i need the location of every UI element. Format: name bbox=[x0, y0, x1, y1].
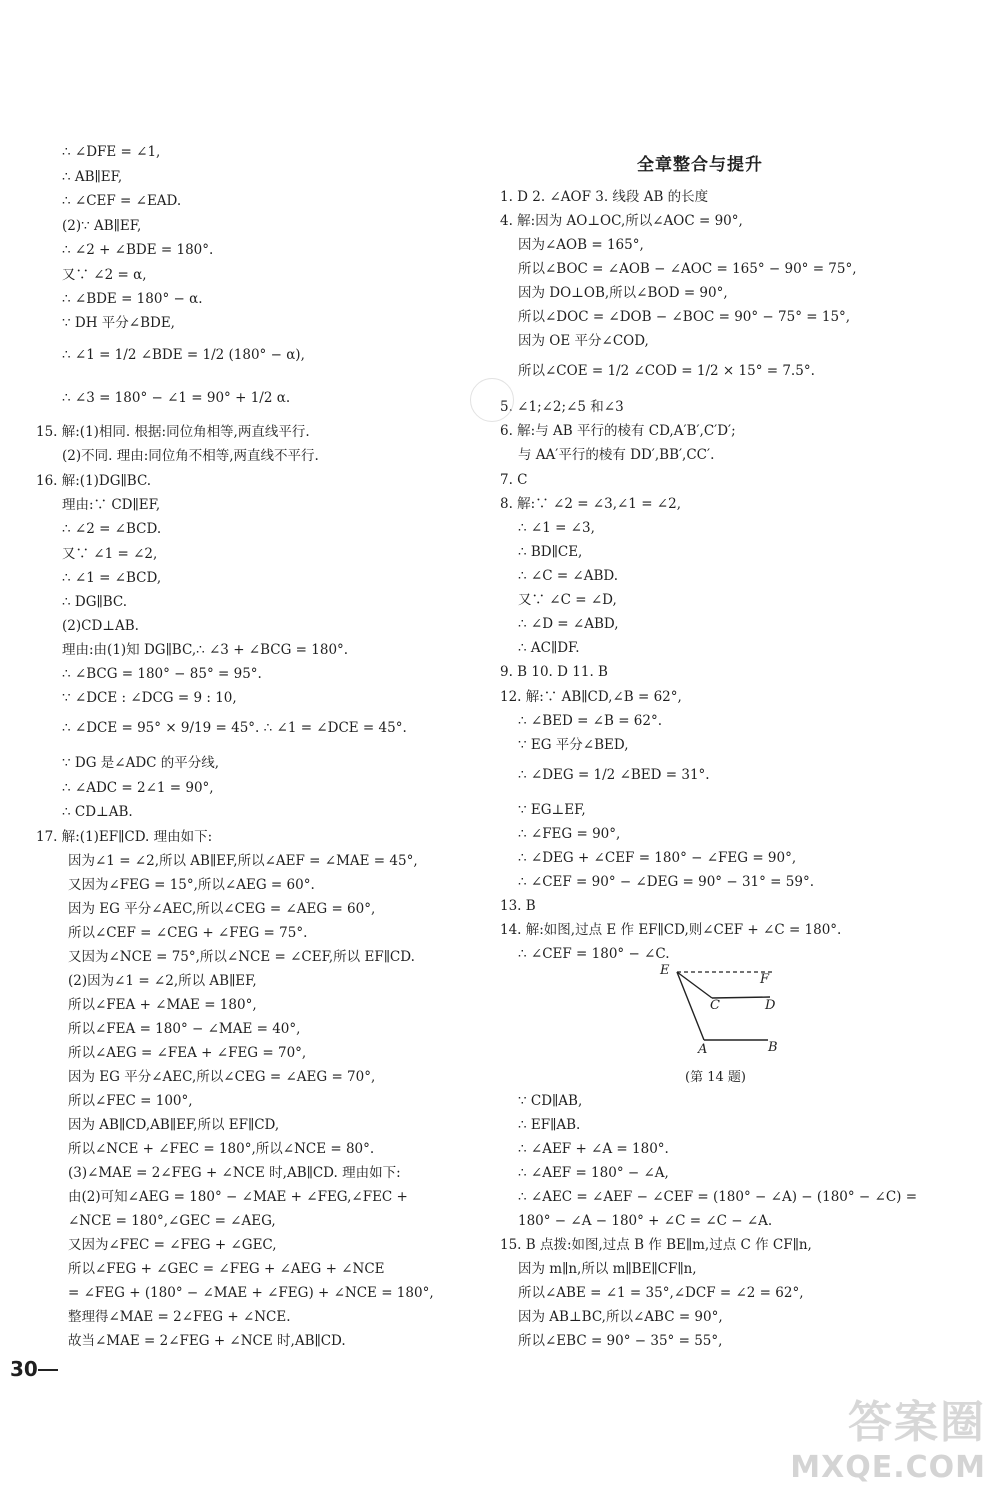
left-line: ∠NCE = 180°,∠GEC = ∠AEG, bbox=[68, 1213, 276, 1229]
left-line: 所以∠AEG = ∠FEA + ∠FEG = 70°, bbox=[68, 1045, 307, 1061]
right-line: 因为∠AOB = 165°, bbox=[518, 237, 644, 253]
left-line: 又因为∠NCE = 75°,所以∠NCE = ∠CEF,所以 EF∥CD. bbox=[68, 949, 415, 965]
right-line: ∴ ∠DEG + ∠CEF = 180° − ∠FEG = 90°, bbox=[518, 850, 797, 866]
left-line: ∴ ∠1 = ∠BCD, bbox=[62, 570, 162, 586]
page-number-rule bbox=[38, 1369, 58, 1371]
left-line: ∴ CD⊥AB. bbox=[62, 804, 133, 820]
left-line: 因为∠1 = ∠2,所以 AB∥EF,所以∠AEF = ∠MAE = 45°, bbox=[68, 853, 418, 869]
left-line: 又∵ ∠2 = α, bbox=[62, 267, 147, 283]
right-line: 所以∠EBC = 90° − 35° = 55°, bbox=[518, 1333, 723, 1349]
figure-caption: (第 14 题) bbox=[685, 1070, 746, 1085]
right-line: 因为 m∥n,所以 m∥BE∥CF∥n, bbox=[518, 1261, 697, 1277]
right-line: ∴ ∠FEG = 90°, bbox=[518, 826, 621, 842]
left-line: 所以∠FEG + ∠GEC = ∠FEG + ∠AEG + ∠NCE bbox=[68, 1261, 385, 1277]
seal-stamp bbox=[470, 378, 514, 422]
left-line: ∴ DG∥BC. bbox=[62, 594, 128, 610]
right-line: ∴ EF∥AB. bbox=[518, 1117, 581, 1133]
right-line: 9. B 10. D 11. B bbox=[500, 664, 608, 680]
right-line: ∵ EG⊥EF, bbox=[518, 802, 586, 818]
right-line: 与 AA′平行的棱有 DD′,BB′,CC′. bbox=[518, 447, 715, 463]
left-line: 所以∠FEC = 100°, bbox=[68, 1093, 193, 1109]
left-line: 又∵ ∠1 = ∠2, bbox=[62, 546, 158, 562]
left-line: ∵ DG 是∠ADC 的平分线, bbox=[62, 755, 220, 771]
right-line: 12. 解:∵ AB∥CD,∠B = 62°, bbox=[500, 689, 682, 705]
right-line: 所以∠DOC = ∠DOB − ∠BOC = 90° − 75° = 15°, bbox=[518, 309, 851, 325]
left-line: (2)∵ AB∥EF, bbox=[62, 218, 142, 234]
right-line: 15. B 点拨:如图,过点 B 作 BE∥m,过点 C 作 CF∥n, bbox=[500, 1237, 812, 1253]
left-line: ∴ ∠BCG = 180° − 85° = 95°. bbox=[62, 666, 262, 682]
right-line: 180° − ∠A − 180° + ∠C = ∠C − ∠A. bbox=[518, 1213, 773, 1229]
right-line: ∴ ∠CEF = 90° − ∠DEG = 90° − 31° = 59°. bbox=[518, 874, 814, 890]
left-line: ∴ ∠DFE = ∠1, bbox=[62, 144, 161, 160]
right-line: ∴ ∠AEC = ∠AEF − ∠CEF = (180° − ∠A) − (180° − ∠C) = bbox=[518, 1189, 918, 1205]
right-line: ∴ ∠DEG = 1/2 ∠BED = 31°. bbox=[518, 767, 710, 783]
right-line: ∴ ∠AEF = 180° − ∠A, bbox=[518, 1165, 669, 1181]
left-line: ∴ ∠DCE = 95° × 9/19 = 45°. ∴ ∠1 = ∠DCE = 45°. bbox=[62, 720, 407, 736]
page-number: 30 bbox=[10, 1357, 38, 1381]
fig-label-d: D bbox=[765, 998, 776, 1013]
left-line: 因为 EG 平分∠AEC,所以∠CEG = ∠AEG = 70°, bbox=[68, 1069, 376, 1085]
right-line: 所以∠COE = 1/2 ∠COD = 1/2 × 15° = 7.5°. bbox=[518, 363, 815, 379]
right-line: ∴ BD∥CE, bbox=[518, 544, 583, 560]
left-line: 理由:∵ CD∥EF, bbox=[62, 497, 161, 513]
left-line: 16. 解:(1)DG∥BC. bbox=[36, 473, 152, 489]
right-line: 所以∠ABE = ∠1 = 35°,∠DCF = ∠2 = 62°, bbox=[518, 1285, 804, 1301]
right-line: 所以∠BOC = ∠AOB − ∠AOC = 165° − 90° = 75°, bbox=[518, 261, 857, 277]
right-line: 1. D 2. ∠AOF 3. 线段 AB 的长度 bbox=[500, 189, 709, 205]
left-line: ∴ ∠ADC = 2∠1 = 90°, bbox=[62, 780, 214, 796]
right-line: 因为 DO⊥OB,所以∠BOD = 90°, bbox=[518, 285, 728, 301]
right-line: 因为 OE 平分∠COD, bbox=[518, 333, 649, 349]
fig-label-e: E bbox=[660, 963, 670, 978]
fig-label-c: C bbox=[710, 998, 720, 1013]
left-line: 因为 EG 平分∠AEC,所以∠CEG = ∠AEG = 60°, bbox=[68, 901, 376, 917]
left-line: (2)CD⊥AB. bbox=[62, 618, 139, 634]
right-line: ∴ AC∥DF. bbox=[518, 640, 580, 656]
right-line: ∵ CD∥AB, bbox=[518, 1093, 583, 1109]
right-line: ∴ ∠1 = ∠3, bbox=[518, 520, 595, 536]
left-line: = ∠FEG + (180° − ∠MAE + ∠FEG) + ∠NCE = 180°, bbox=[68, 1285, 434, 1301]
left-line: ∴ ∠3 = 180° − ∠1 = 90° + 1/2 α. bbox=[62, 390, 291, 406]
left-line: (2)不同. 理由:同位角不相等,两直线不平行. bbox=[62, 448, 319, 464]
right-line: 13. B bbox=[500, 898, 536, 914]
left-line: 所以∠FEA + ∠MAE = 180°, bbox=[68, 997, 257, 1013]
left-line: ∴ ∠CEF = ∠EAD. bbox=[62, 193, 182, 209]
right-line: ∴ ∠AEF + ∠A = 180°. bbox=[518, 1141, 669, 1157]
right-line: 5. ∠1;∠2;∠5 和∠3 bbox=[500, 399, 624, 415]
left-line: 所以∠FEA = 180° − ∠MAE = 40°, bbox=[68, 1021, 301, 1037]
right-line: ∴ ∠D = ∠ABD, bbox=[518, 616, 619, 632]
left-line: (2)因为∠1 = ∠2,所以 AB∥EF, bbox=[68, 973, 257, 989]
fig-label-a: A bbox=[698, 1042, 708, 1057]
left-line: 因为 AB∥CD,AB∥EF,所以 EF∥CD, bbox=[68, 1117, 280, 1133]
right-line: ∴ ∠CEF = 180° − ∠C. bbox=[518, 946, 670, 962]
fig-label-f: F bbox=[760, 972, 770, 987]
watermark-text: 答案圈 bbox=[848, 1397, 986, 1448]
fig-label-b: B bbox=[768, 1040, 778, 1055]
section-title: 全章整合与提升 bbox=[637, 155, 763, 175]
left-line: 又因为∠FEG = 15°,所以∠AEG = 60°. bbox=[68, 877, 315, 893]
left-line: 又因为∠FEC = ∠FEG + ∠GEC, bbox=[68, 1237, 277, 1253]
left-line: 17. 解:(1)EF∥CD. 理由如下: bbox=[36, 829, 213, 845]
left-line: 故当∠MAE = 2∠FEG + ∠NCE 时,AB∥CD. bbox=[68, 1333, 346, 1349]
right-line: 14. 解:如图,过点 E 作 EF∥CD,则∠CEF + ∠C = 180°. bbox=[500, 922, 842, 938]
right-line: 因为 AB⊥BC,所以∠ABC = 90°, bbox=[518, 1309, 723, 1325]
right-line: 4. 解:因为 AO⊥OC,所以∠AOC = 90°, bbox=[500, 213, 743, 229]
right-line: ∴ ∠C = ∠ABD. bbox=[518, 568, 619, 584]
right-line: 又∵ ∠C = ∠D, bbox=[518, 592, 617, 608]
watermark-url: MXQE.COM bbox=[790, 1450, 986, 1485]
left-line: 整理得∠MAE = 2∠FEG + ∠NCE. bbox=[68, 1309, 291, 1325]
right-line: ∵ EG 平分∠BED, bbox=[518, 737, 629, 753]
left-line: 15. 解:(1)相同. 根据:同位角相等,两直线平行. bbox=[36, 424, 310, 440]
left-line: 理由:由(1)知 DG∥BC,∴ ∠3 + ∠BCG = 180°. bbox=[62, 642, 349, 658]
left-line: ∵ ∠DCE : ∠DCG = 9 : 10, bbox=[62, 690, 237, 706]
right-line: 8. 解:∵ ∠2 = ∠3,∠1 = ∠2, bbox=[500, 496, 681, 512]
left-line: ∴ AB∥EF, bbox=[62, 169, 123, 185]
left-line: ∴ ∠1 = 1/2 ∠BDE = 1/2 (180° − α), bbox=[62, 347, 305, 363]
line-cd bbox=[712, 997, 770, 998]
left-line: 所以∠CEF = ∠CEG + ∠FEG = 75°. bbox=[68, 925, 308, 941]
left-line: ∴ ∠BDE = 180° − α. bbox=[62, 291, 203, 307]
watermark-logo bbox=[790, 1386, 986, 1485]
left-line: ∴ ∠2 = ∠BCD. bbox=[62, 521, 162, 537]
left-line: 由(2)可知∠AEG = 180° − ∠MAE + ∠FEG,∠FEC + bbox=[68, 1189, 408, 1205]
left-line: ∴ ∠2 + ∠BDE = 180°. bbox=[62, 242, 214, 258]
right-line: 6. 解:与 AB 平行的棱有 CD,A′B′,C′D′; bbox=[500, 423, 736, 439]
left-line: 所以∠NCE + ∠FEC = 180°,所以∠NCE = 80°. bbox=[68, 1141, 375, 1157]
left-line: ∵ DH 平分∠BDE, bbox=[62, 315, 175, 331]
right-line: ∴ ∠BED = ∠B = 62°. bbox=[518, 713, 663, 729]
right-line: 7. C bbox=[500, 472, 528, 488]
left-line: (3)∠MAE = 2∠FEG + ∠NCE 时,AB∥CD. 理由如下: bbox=[68, 1165, 401, 1181]
